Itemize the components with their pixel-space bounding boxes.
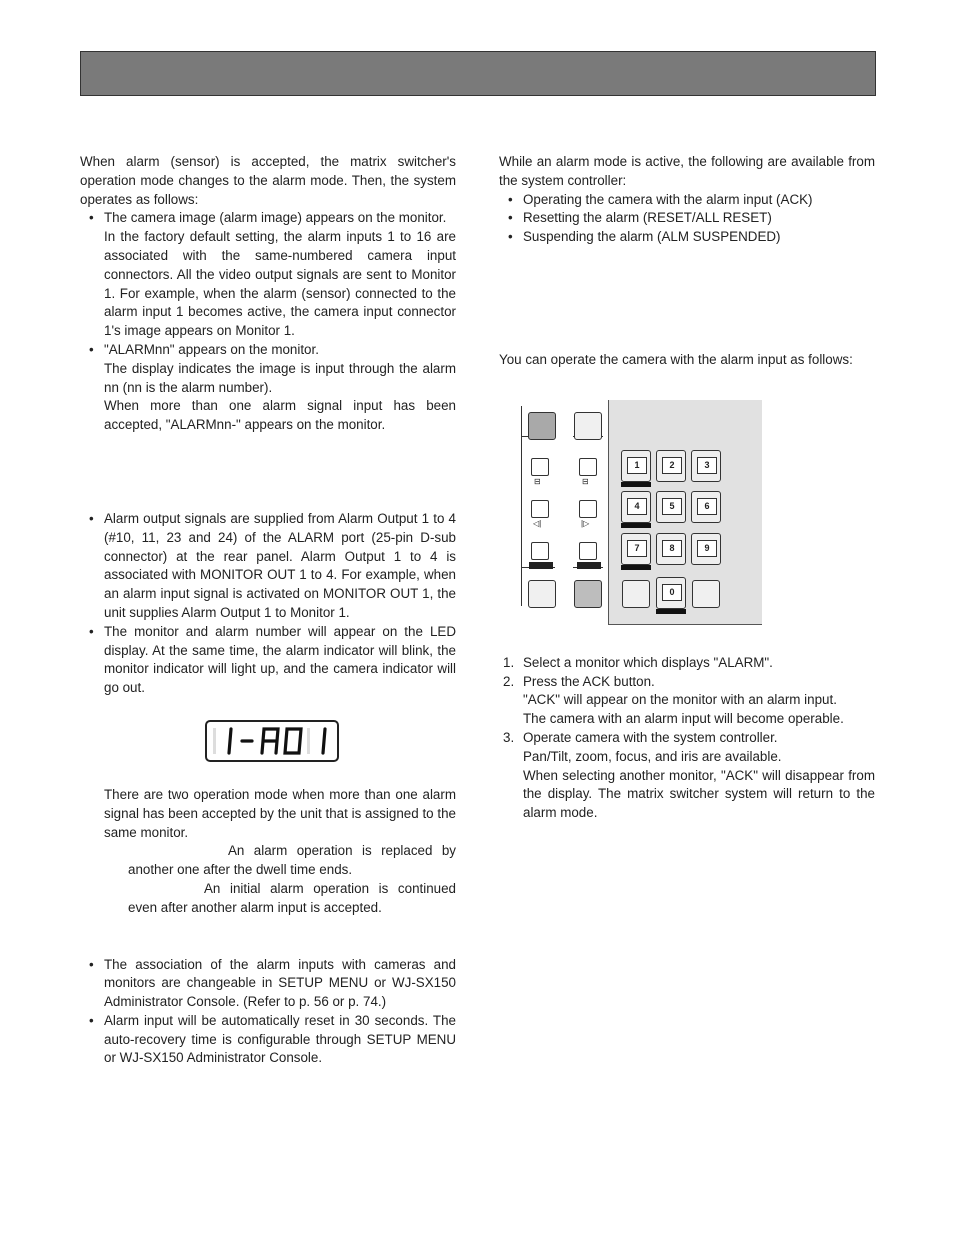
control-key[interactable] <box>622 580 650 608</box>
alarm-mode-intro: While an alarm mode is active, the following are available from the system controller: <box>499 154 875 188</box>
list-item: • The association of the alarm inputs with cameras and monitors are changeable in SETUP MENU or WJ-SX150 Administrator Console. (Refer to p. 56 or p. 74.) <box>80 956 456 1012</box>
modes-intro: There are two operation mode when more than one alarm signal has been accepted by the unit that is assigned to the same monitor. <box>104 786 456 840</box>
forward-icon: |▷ <box>581 518 590 528</box>
numkey-5[interactable]: 5 <box>656 491 686 523</box>
list-item: • Alarm output signals are supplied from Alarm Output 1 to 4 (#10, 11, 23 and 24) of the ALARM port (25-pin D-sub connector) at the rear panel. Alarm Output 1 to 4 is associated with MONITOR OUT 1 to 4. For example, when an alarm input signal is activated on MONITOR OUT 1, the unit supplies Alarm Output 1 to Monitor 1. <box>80 510 456 623</box>
available-functions-list <box>499 191 875 247</box>
control-key[interactable] <box>531 542 549 560</box>
numkey-8[interactable]: 8 <box>656 533 686 565</box>
numkey-3[interactable]: 3 <box>691 450 721 482</box>
list-item: • "ALARMnn" appears on the monitor. The display indicates the image is input through the alarm nn (nn is the alarm number). When more than one alarm signal input has been accepted, "ALARMnn-" appears on the monitor. <box>80 341 456 435</box>
control-key[interactable] <box>579 542 597 560</box>
ack-key[interactable] <box>528 412 556 440</box>
control-key[interactable] <box>531 500 549 518</box>
play-indicator-icon <box>529 562 553 569</box>
keypad-panel <box>608 400 762 625</box>
list-item: • Alarm input will be automatically reset in 30 seconds. The auto-recovery time is configurable through SETUP MENU or WJ-SX150 Administrator Console. <box>80 1012 456 1068</box>
numkey-7[interactable]: 7 <box>621 533 651 565</box>
right-column <box>499 153 875 823</box>
control-key[interactable] <box>574 412 602 440</box>
control-key[interactable] <box>579 458 597 476</box>
numkey-1[interactable]: 1 <box>621 450 651 482</box>
step-back-icon: ⊟ <box>534 476 541 486</box>
list-item: • Suspending the alarm (ALM SUSPENDED) <box>499 228 875 247</box>
left-column <box>80 153 456 1068</box>
step-forward-icon: ⊟ <box>582 476 589 486</box>
mode-a-text: An alarm operation is replaced by another one after the dwell time ends. <box>128 843 456 878</box>
alarm-output-list <box>80 510 456 698</box>
control-key[interactable] <box>528 580 556 608</box>
numkey-0[interactable]: 0 <box>656 577 686 609</box>
alarm-behavior-list <box>80 209 456 435</box>
control-key[interactable] <box>531 458 549 476</box>
numkey-6[interactable]: 6 <box>691 491 721 523</box>
numkey-2[interactable]: 2 <box>656 450 686 482</box>
multi-alarm-modes <box>80 786 456 918</box>
led-display <box>205 720 339 762</box>
control-key[interactable] <box>692 580 720 608</box>
list-item: 3. Operate camera with the system controller. Pan/Tilt, zoom, focus, and iris are available. When selecting another monitor, "ACK" will disappear from the display. The matrix switcher system will return to the alarm mode. <box>503 729 875 821</box>
numkey-4[interactable]: 4 <box>621 491 651 523</box>
list-item: 1. Select a monitor which displays "ALARM". <box>503 654 773 670</box>
list-item: • Resetting the alarm (RESET/ALL RESET) <box>499 209 875 228</box>
list-item: • Operating the camera with the alarm input (ACK) <box>499 191 875 210</box>
rewind-icon: ◁| <box>533 518 542 528</box>
system-controller-diagram <box>521 400 761 630</box>
ack-steps <box>499 654 875 823</box>
led-segments <box>207 722 337 760</box>
list-item: 2. Press the ACK button. "ACK" will appear on the monitor with an alarm input. The camera with an alarm input will become operable. <box>503 673 844 727</box>
section-header-bar <box>80 51 876 96</box>
operate-intro: You can operate the camera with the alarm input as follows: <box>499 351 853 367</box>
notes-list <box>80 956 456 1069</box>
control-key[interactable] <box>574 580 602 608</box>
control-key[interactable] <box>579 500 597 518</box>
pause-indicator-icon <box>577 562 601 569</box>
list-item: • The camera image (alarm image) appears on the monitor. In the factory default setting, the alarm inputs 1 to 16 are associated with the same-numbered camera input connectors. All the video output signals are sent to Monitor 1. For example, when the alarm (sensor) connected to the alarm input 1 becomes active, the camera input connector 1's image appears on Monitor 1. <box>80 209 456 341</box>
mode-b-text: An initial alarm operation is continued even after another alarm input is accepted. <box>128 880 456 915</box>
list-item: • The monitor and alarm number will appear on the LED display. At the same time, the alarm indicator will blink, the monitor indicator will light up, and the camera indicator will go out. <box>80 623 456 698</box>
alarm-intro: When alarm (sensor) is accepted, the matrix switcher's operation mode changes to the alarm mode. Then, the system operates as follows: <box>80 154 456 207</box>
numkey-9[interactable]: 9 <box>691 533 721 565</box>
